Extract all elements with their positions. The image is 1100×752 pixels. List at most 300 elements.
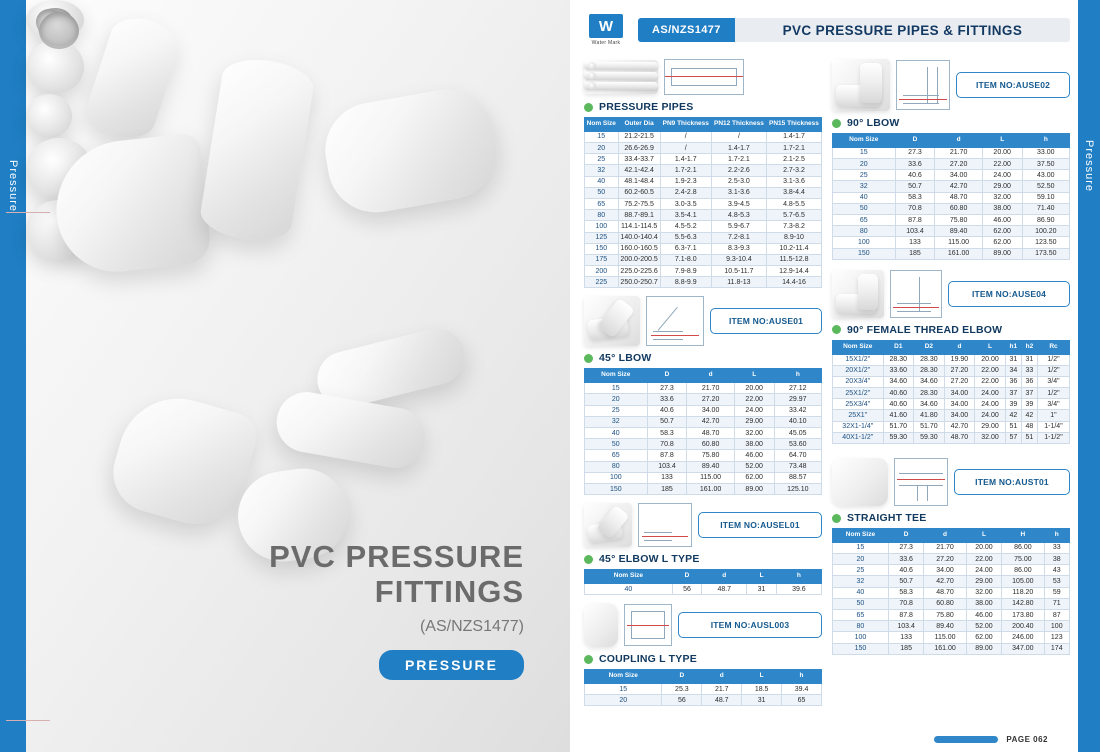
table-cell: 2.1-2.5 <box>766 154 821 165</box>
table-cell: 80 <box>585 461 648 472</box>
table-row <box>833 643 1070 654</box>
table-cell: 32 <box>833 181 896 192</box>
table-cell: 31 <box>1021 354 1037 365</box>
straight-tee-technical-drawing <box>894 458 948 506</box>
table-cell: 14.4-16 <box>766 277 821 288</box>
table-row <box>585 439 822 450</box>
table-cell: 133 <box>647 472 687 483</box>
table-cell: 89.40 <box>924 621 966 632</box>
table-cell: 25 <box>833 565 889 576</box>
table-cell: 45.05 <box>774 428 821 439</box>
table-cell: 41.60 <box>883 410 914 421</box>
coupling-l-images <box>584 603 822 647</box>
table-cell: 20.00 <box>975 354 1006 365</box>
table-row <box>585 416 822 427</box>
table-cell: 65 <box>585 450 648 461</box>
table-cell: 75.00 <box>1002 554 1044 565</box>
table-cell: 1.4-1.7 <box>660 154 711 165</box>
table-row <box>585 428 822 439</box>
table-cell: 46.00 <box>734 450 774 461</box>
table-cell: 150 <box>585 243 619 254</box>
table-cell: 20 <box>833 159 896 170</box>
table-cell: 86.00 <box>1002 542 1044 553</box>
col-head: Nom Size <box>833 340 884 354</box>
table-cell: 28.30 <box>914 365 945 376</box>
table-cell: 56 <box>672 583 701 594</box>
table-cell: 34 <box>1005 365 1021 376</box>
product-photo-pipe-long <box>197 54 316 246</box>
table-cell: 27.20 <box>924 554 966 565</box>
table-cell: 41.80 <box>914 410 945 421</box>
left-page-canvas <box>26 0 570 752</box>
col-head: d <box>924 529 966 543</box>
female-thread-elbow-photo <box>832 270 884 318</box>
table-cell: 32.00 <box>982 192 1022 203</box>
col-head: L <box>742 670 782 684</box>
table-cell: 25 <box>585 154 619 165</box>
table-cell: 100.20 <box>1022 226 1069 237</box>
table-cell: 89.40 <box>687 461 734 472</box>
header-title: PVC PRESSURE PIPES & FITTINGS <box>735 18 1070 42</box>
table-cell: 26.6-26.9 <box>618 143 660 154</box>
table-cell: 33.6 <box>895 159 935 170</box>
table-cell: 39 <box>1021 399 1037 410</box>
product-photo-tee <box>318 82 505 220</box>
table-cell: 8.9-10 <box>766 232 821 243</box>
table-elbow-90 <box>832 133 1070 260</box>
product-photo-pipe <box>81 10 185 146</box>
table-row <box>833 248 1070 259</box>
straight-tee-images <box>832 458 1070 506</box>
table-cell: 1.7-2.1 <box>711 154 766 165</box>
table-cell: 73.48 <box>774 461 821 472</box>
table-cell: 125.10 <box>774 483 821 494</box>
table-cell: 89.00 <box>982 248 1022 259</box>
table-row <box>833 192 1070 203</box>
table-cell: 51 <box>1021 432 1037 443</box>
table-elbow-45-l <box>584 569 822 595</box>
column-left <box>584 54 822 706</box>
left-side-tab <box>0 0 26 752</box>
table-cell: 33.60 <box>883 365 914 376</box>
table-cell: 43 <box>1044 565 1069 576</box>
col-head: PN15 Thickness <box>766 118 821 132</box>
table-cell: 20 <box>585 394 648 405</box>
table-cell: 246.00 <box>1002 632 1044 643</box>
table-cell: 34.60 <box>914 399 945 410</box>
table-cell: 32.00 <box>975 432 1006 443</box>
table-cell: 161.00 <box>687 483 734 494</box>
coupling-technical-drawing <box>624 604 672 646</box>
col-head: L <box>982 134 1022 148</box>
right-side-tab-label: Pressure <box>1083 139 1095 193</box>
table-cell: 40 <box>585 176 619 187</box>
coupling-photo <box>584 603 618 647</box>
col-head: PN12 Thickness <box>711 118 766 132</box>
table-row <box>585 266 822 277</box>
col-head: d <box>702 670 742 684</box>
table-cell: 62.00 <box>982 237 1022 248</box>
table-row <box>585 154 822 165</box>
table-straight-tee <box>832 528 1070 655</box>
table-cell: 225.0-225.6 <box>618 266 660 277</box>
table-cell: 1.7-2.1 <box>766 143 821 154</box>
table-cell: 50 <box>585 187 619 198</box>
table-cell: 60.2-60.5 <box>618 187 660 198</box>
table-cell: 100 <box>585 221 619 232</box>
table-cell: 42 <box>1021 410 1037 421</box>
table-cell: 65 <box>782 695 822 706</box>
col-head: d <box>935 134 982 148</box>
table-cell: 48.70 <box>687 428 734 439</box>
table-cell: 29.00 <box>975 421 1006 432</box>
table-cell: 50.7 <box>895 181 935 192</box>
table-cell: 53.60 <box>774 439 821 450</box>
table-cell: 160.0-160.5 <box>618 243 660 254</box>
table-cell: 32.00 <box>966 587 1002 598</box>
col-head: Nom Size <box>833 529 889 543</box>
table-cell: 34.00 <box>687 405 734 416</box>
table-cell: 150 <box>833 248 896 259</box>
section-label: 45° LBOW <box>599 352 652 365</box>
table-cell: 175 <box>585 254 619 265</box>
table-pressure-pipes <box>584 117 822 288</box>
table-cell: / <box>711 131 766 142</box>
page-header <box>584 14 1070 46</box>
table-cell: 33.4-33.7 <box>618 154 660 165</box>
table-coupling-l <box>584 669 822 706</box>
table-cell: 27.20 <box>944 365 975 376</box>
table-cell: 71.40 <box>1022 203 1069 214</box>
table-cell: 31 <box>747 583 776 594</box>
bullet-icon <box>832 119 841 128</box>
table-cell: 11.5-12.8 <box>766 254 821 265</box>
page-title-line2: FITTINGS <box>374 574 524 610</box>
table-cell: 37 <box>1021 388 1037 399</box>
table-cell: 38.00 <box>966 598 1002 609</box>
table-cell: 37 <box>1005 388 1021 399</box>
table-cell: 31 <box>1005 354 1021 365</box>
col-head: L <box>747 570 776 584</box>
section-title-coupling-l <box>584 653 822 665</box>
page-title-line1: PVC PRESSURE <box>269 538 524 574</box>
table-cell: 3/4" <box>1037 376 1069 387</box>
table-cell: 40X1-1/2" <box>833 432 884 443</box>
table-cell: 22.00 <box>966 554 1002 565</box>
table-cell: 20X1/2" <box>833 365 884 376</box>
table-cell: 15 <box>585 383 648 394</box>
table-cell: 34.00 <box>935 170 982 181</box>
table-cell: 24.00 <box>966 565 1002 576</box>
table-cell: 27.3 <box>895 147 935 158</box>
bullet-icon <box>584 555 593 564</box>
table-row <box>833 214 1070 225</box>
table-row <box>833 226 1070 237</box>
table-cell: 4.8-5.3 <box>711 210 766 221</box>
table-cell: 200.40 <box>1002 621 1044 632</box>
table-row <box>585 254 822 265</box>
table-cell: 347.00 <box>1002 643 1044 654</box>
table-row <box>833 410 1070 421</box>
section-title-elbow-90 <box>832 117 1070 129</box>
table-cell: 11.8-13 <box>711 277 766 288</box>
table-cell: 200.0-200.5 <box>618 254 660 265</box>
col-head: d <box>702 570 747 584</box>
table-cell: 25X1" <box>833 410 884 421</box>
table-cell: 173.80 <box>1002 609 1044 620</box>
table-cell: 3.5-4.1 <box>660 210 711 221</box>
table-cell: 60.80 <box>924 598 966 609</box>
table-cell: 225 <box>585 277 619 288</box>
table-cell: 70.8 <box>888 598 924 609</box>
table-cell: 40.6 <box>895 170 935 181</box>
table-cell: 174 <box>1044 643 1069 654</box>
bullet-icon <box>584 655 593 664</box>
table-row <box>585 165 822 176</box>
table-cell: 46.00 <box>982 214 1022 225</box>
section-title-straight-tee <box>832 512 1070 524</box>
table-cell: 88.57 <box>774 472 821 483</box>
table-cell: 34.00 <box>944 399 975 410</box>
table-cell: 10.2-11.4 <box>766 243 821 254</box>
item-no-ause02: ITEM NO:AUSE02 <box>956 72 1070 98</box>
table-cell: 1.9-2.3 <box>660 176 711 187</box>
table-cell: 185 <box>888 643 924 654</box>
table-cell: 29.97 <box>774 394 821 405</box>
table-cell: 27.3 <box>647 383 687 394</box>
table-cell: 89.00 <box>966 643 1002 654</box>
table-cell: 115.00 <box>924 632 966 643</box>
watermark-logo <box>584 14 628 46</box>
table-cell: 46.00 <box>966 609 1002 620</box>
table-cell: 2.5-3.0 <box>711 176 766 187</box>
col-head: h <box>1022 134 1069 148</box>
table-header-row <box>585 118 822 132</box>
table-cell: 87 <box>1044 609 1069 620</box>
table-cell: 125 <box>585 232 619 243</box>
table-cell: 20.00 <box>982 147 1022 158</box>
elbow90-photo <box>832 59 890 111</box>
table-cell: 34.60 <box>914 376 945 387</box>
col-head: Nom Size <box>585 570 673 584</box>
pressure-pipes-images <box>584 59 822 95</box>
header-bar <box>638 18 1070 42</box>
table-cell: 33 <box>1021 365 1037 376</box>
table-row <box>833 170 1070 181</box>
table-cell: 27.20 <box>935 159 982 170</box>
table-cell: 59.30 <box>883 432 914 443</box>
table-header-row <box>833 529 1070 543</box>
table-cell: 53 <box>1044 576 1069 587</box>
table-cell: 42.70 <box>944 421 975 432</box>
table-cell: 32 <box>833 576 889 587</box>
elbow45-technical-drawing <box>646 296 704 346</box>
section-title-elbow-45 <box>584 352 822 364</box>
straight-tee-photo <box>832 458 888 506</box>
table-cell: / <box>660 131 711 142</box>
table-cell: 100 <box>833 632 889 643</box>
table-row <box>833 587 1070 598</box>
table-cell: 118.20 <box>1002 587 1044 598</box>
table-cell: 161.00 <box>924 643 966 654</box>
table-cell: 2.4-2.8 <box>660 187 711 198</box>
table-cell: 21.70 <box>687 383 734 394</box>
table-cell: 31 <box>742 695 782 706</box>
col-head: L <box>734 369 774 383</box>
table-row <box>833 388 1070 399</box>
table-cell: 89.40 <box>935 226 982 237</box>
table-cell: 3/4" <box>1037 399 1069 410</box>
col-head: Nom Size <box>585 118 619 132</box>
table-cell: 52.50 <box>1022 181 1069 192</box>
table-cell: 34.00 <box>944 388 975 399</box>
col-head: Nom Size <box>585 670 662 684</box>
table-cell: 103.4 <box>895 226 935 237</box>
table-cell: 200 <box>585 266 619 277</box>
table-cell: 87.8 <box>647 450 687 461</box>
section-label: STRAIGHT TEE <box>847 512 927 524</box>
table-cell: 86.00 <box>1002 565 1044 576</box>
table-header-row <box>833 340 1070 354</box>
table-cell: 50 <box>833 598 889 609</box>
bullet-icon <box>832 514 841 523</box>
table-cell: 103.4 <box>888 621 924 632</box>
section-title-female-thread-elbow <box>832 324 1070 336</box>
table-cell: 39.6 <box>776 583 821 594</box>
table-cell: 52.00 <box>966 621 1002 632</box>
table-row <box>833 609 1070 620</box>
crop-mark <box>6 720 50 721</box>
table-cell: 40 <box>585 583 673 594</box>
table-cell: 38 <box>1044 554 1069 565</box>
table-cell: 5.5-6.3 <box>660 232 711 243</box>
table-cell: 5.7-6.5 <box>766 210 821 221</box>
table-cell: 25X1/2" <box>833 388 884 399</box>
table-row <box>833 376 1070 387</box>
section-label: 90° FEMALE THREAD ELBOW <box>847 323 1003 336</box>
table-cell: 24.00 <box>982 170 1022 181</box>
table-row <box>585 277 822 288</box>
table-cell: 114.1-114.5 <box>618 221 660 232</box>
table-cell: 80 <box>833 226 896 237</box>
col-head: d <box>944 340 975 354</box>
table-cell: 40.60 <box>883 399 914 410</box>
elbow45-photo <box>584 296 640 346</box>
table-cell: 25.3 <box>662 683 702 694</box>
table-cell: 20 <box>585 695 662 706</box>
table-cell: 22.00 <box>975 376 1006 387</box>
section-label: 45° ELBOW L TYPE <box>599 553 700 566</box>
table-cell: 42.70 <box>935 181 982 192</box>
table-cell: 20.00 <box>734 383 774 394</box>
table-cell: 103.4 <box>647 461 687 472</box>
table-cell: 20 <box>833 554 889 565</box>
table-row <box>585 143 822 154</box>
table-cell: 20 <box>585 143 619 154</box>
table-cell: 27.12 <box>774 383 821 394</box>
table-cell: 50 <box>585 439 648 450</box>
watermark-caption: Water Mark <box>591 40 621 46</box>
table-cell: 115.00 <box>687 472 734 483</box>
female-thread-elbow-images <box>832 270 1070 318</box>
table-cell: 27.20 <box>944 376 975 387</box>
col-head: h <box>1044 529 1069 543</box>
item-no-ausl003: ITEM NO:AUSL003 <box>678 612 822 638</box>
table-row <box>585 198 822 209</box>
table-row <box>833 399 1070 410</box>
col-head: D <box>672 570 701 584</box>
pipe-technical-drawing <box>664 59 744 95</box>
table-cell: 250.0-250.7 <box>618 277 660 288</box>
table-cell: 3.0-3.5 <box>660 198 711 209</box>
table-cell: 6.3-7.1 <box>660 243 711 254</box>
table-cell: 36 <box>1021 376 1037 387</box>
section-label: PRESSURE PIPES <box>599 101 694 113</box>
right-page <box>570 0 1100 752</box>
table-cell: 150 <box>833 643 889 654</box>
col-head: Nom Size <box>833 134 896 148</box>
item-no-ause04: ITEM NO:AUSE04 <box>948 281 1070 307</box>
table-row <box>833 542 1070 553</box>
table-cell: 28.30 <box>914 388 945 399</box>
table-cell: 62.00 <box>734 472 774 483</box>
table-row <box>585 187 822 198</box>
table-row <box>585 483 822 494</box>
table-female-thread-elbow <box>832 340 1070 444</box>
col-head: D <box>895 134 935 148</box>
elbow90-technical-drawing <box>896 60 950 110</box>
table-cell: 40 <box>833 587 889 598</box>
table-cell: 59.10 <box>1022 192 1069 203</box>
item-no-ause01: ITEM NO:AUSE01 <box>710 308 822 334</box>
table-cell: 24.00 <box>975 399 1006 410</box>
table-cell: 29.00 <box>982 181 1022 192</box>
table-body <box>585 583 822 594</box>
table-cell: 115.00 <box>935 237 982 248</box>
table-cell: 4.5-5.2 <box>660 221 711 232</box>
item-no-aust01: ITEM NO:AUST01 <box>954 469 1070 495</box>
table-cell: 65 <box>833 214 896 225</box>
col-head: Rc <box>1037 340 1069 354</box>
table-cell: 21.70 <box>935 147 982 158</box>
col-head: L <box>975 340 1006 354</box>
table-cell: 56 <box>662 695 702 706</box>
table-cell: 60.80 <box>687 439 734 450</box>
table-cell: 3.8-4.4 <box>766 187 821 198</box>
table-header-row <box>585 570 822 584</box>
table-cell: 52.00 <box>734 461 774 472</box>
table-cell: 173.50 <box>1022 248 1069 259</box>
table-cell: 150 <box>585 483 648 494</box>
col-head: L <box>966 529 1002 543</box>
section-label: COUPLING L TYPE <box>599 653 697 666</box>
table-cell: 75.80 <box>687 450 734 461</box>
crop-mark <box>6 212 50 213</box>
table-cell: 60.80 <box>935 203 982 214</box>
bullet-icon <box>584 354 593 363</box>
table-cell: 33 <box>1044 542 1069 553</box>
table-cell: 65 <box>833 609 889 620</box>
table-cell: 7.9-8.9 <box>660 266 711 277</box>
pressure-badge: PRESSURE <box>379 650 524 680</box>
table-cell: 40.60 <box>883 388 914 399</box>
table-cell: 80 <box>833 621 889 632</box>
page-number: PAGE 062 <box>1006 735 1048 744</box>
table-cell: 48 <box>1021 421 1037 432</box>
table-cell: 2.2-2.6 <box>711 165 766 176</box>
table-cell: 123 <box>1044 632 1069 643</box>
table-cell: 58.3 <box>647 428 687 439</box>
